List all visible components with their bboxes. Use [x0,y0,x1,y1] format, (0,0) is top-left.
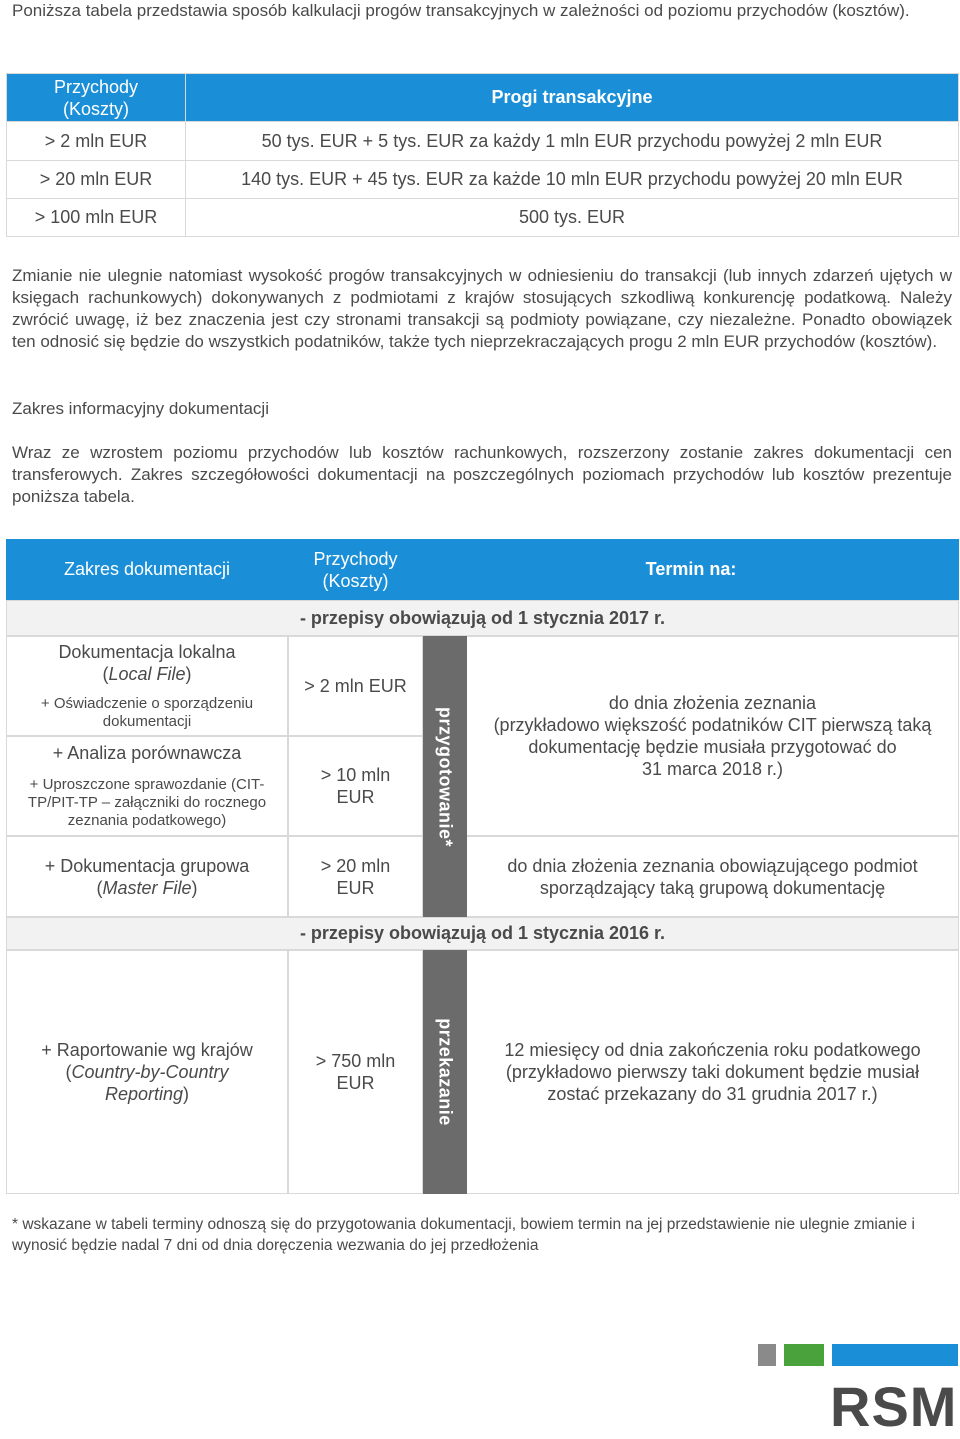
master-file-title: + Dokumentacja grupowa [44,855,250,876]
table-row [7,199,959,237]
thresholds-table [6,73,959,237]
deadline-master-cell: do dnia złożenia zeznania obowiązującego podmiot sporządzający taką grupową dokumentację [467,836,959,917]
revenue-cell: > 20 mln EUR [7,161,186,199]
preparation-bar [423,636,467,917]
logo-text: RSM [830,1375,958,1438]
header-scope: Zakres dokumentacji [6,539,288,600]
revenue-20m-cell: > 20 mln EUR [288,836,423,917]
header-revenue: Przychody (Koszty) [288,539,423,600]
local-file-subtitle: (Local File) [102,664,192,684]
simplified-report-text: + Uproszczone sprawozdanie (CIT-TP/PIT-TP – załączniki do rocznego zeznania podatkowego) [27,776,267,829]
logo-blue-block [832,1344,958,1366]
documentation-table [6,539,959,1194]
footnote: * wskazane w tabeli terminy odnoszą się do przygotowania dokumentacji, bowiem termin na jej przedstawienie nie ulegnie zmianie i wynosić będzie nadal 7 dni od dnia doręczenia wezwania do jej przedłożenia [12,1216,915,1254]
deadline-local-cell: do dnia złożenia zeznania (przykładowo większość podatników CIT pierwszą taką dokumentację będzie musiała przygotować do 31 marca 2018 r.) [467,636,959,836]
table-row [7,122,959,161]
regulations-2017-band: - przepisy obowiązują od 1 stycznia 2017 r. [6,600,959,636]
header-deadline: Termin na: [423,539,959,600]
thresholds-header: Progi transakcyjne [186,74,959,122]
section-heading: Zakres informacyjny dokumentacji [12,399,269,418]
intro-text: Poniższa tabela przedstawia sposób kalkulacji progów transakcyjnych w zależności od poziomu przychodów (kosztów). [12,1,910,20]
regulations-2016-band: - przepisy obowiązują od 1 stycznia 2016 r. [6,917,959,950]
transfer-label: przekazanie [435,1018,456,1126]
revenue-cell: > 100 mln EUR [7,199,186,237]
threshold-cell: 50 tys. EUR + 5 tys. EUR za każdy 1 mln EUR przychodu powyżej 2 mln EUR [186,122,959,161]
revenue-header: Przychody (Koszty) [7,74,186,122]
comparative-text: + Analiza porównawcza [52,743,242,763]
statement-text: + Oświadczenie o sporządzeniu dokumentacji [40,695,254,730]
revenue-750m-cell: > 750 mln EUR [288,950,423,1194]
logo-green-block [784,1344,824,1366]
transfer-bar [423,950,467,1194]
rsm-logo [758,1344,958,1438]
paragraph-scope: Wraz ze wzrostem poziomu przychodów lub kosztów rachunkowych, rozszerzony zostanie zakres dokumentacji cen transferowych. Zakres szczegółowości dokumentacji na poszczególnych poziomach przychodów lub kosztów prezentuje poniższa tabela. [12,443,952,506]
table-header-row [7,74,959,122]
logo-gray-block [758,1344,776,1366]
threshold-cell: 140 tys. EUR + 45 tys. EUR za każde 10 mln EUR przychodu powyżej 20 mln EUR [186,161,959,199]
cbc-cell [6,950,288,1194]
cbc-title: + Raportowanie wg krajów [41,1040,253,1060]
table-row [7,161,959,199]
local-file-cell [6,636,288,736]
comparative-cell [6,736,288,836]
master-file-subtitle: (Master File) [96,877,198,898]
revenue-2m-cell: > 2 mln EUR [288,636,423,736]
local-file-title: Dokumentacja lokalna [58,642,236,662]
deadline-cbc-cell: 12 miesięcy od dnia zakończenia roku podatkowego (przykładowo pierwszy taki dokument będzie musiał zostać przekazany do 31 grudnia 2017 r.) [467,950,959,1194]
master-file-cell [6,836,288,917]
revenue-cell: > 2 mln EUR [7,122,186,161]
paragraph-thresholds: Zmianie nie ulegnie natomiast wysokość progów transakcyjnych w odniesieniu do transakcji (lub innych zdarzeń ujętych w księgach rachunkowych) dokonywanych z podmiotami z krajów stosujących szkodliwą konkurencję podatkową. Należy zwrócić uwagę, iż bez znaczenia jest czy stronami transakcji są podmioty powiązane, czy niezależne. Ponadto obowiązek ten odnosić się będzie do wszystkich podatników, także tych nieprzekraczających progu 2 mln EUR przychodów (kosztów). [12,266,952,351]
cbc-subtitle: (Country-by-Country Reporting) [65,1062,229,1104]
revenue-10m-cell: > 10 mln EUR [288,736,423,836]
threshold-cell: 500 tys. EUR [186,199,959,237]
preparation-label: przygotowanie* [435,706,456,847]
